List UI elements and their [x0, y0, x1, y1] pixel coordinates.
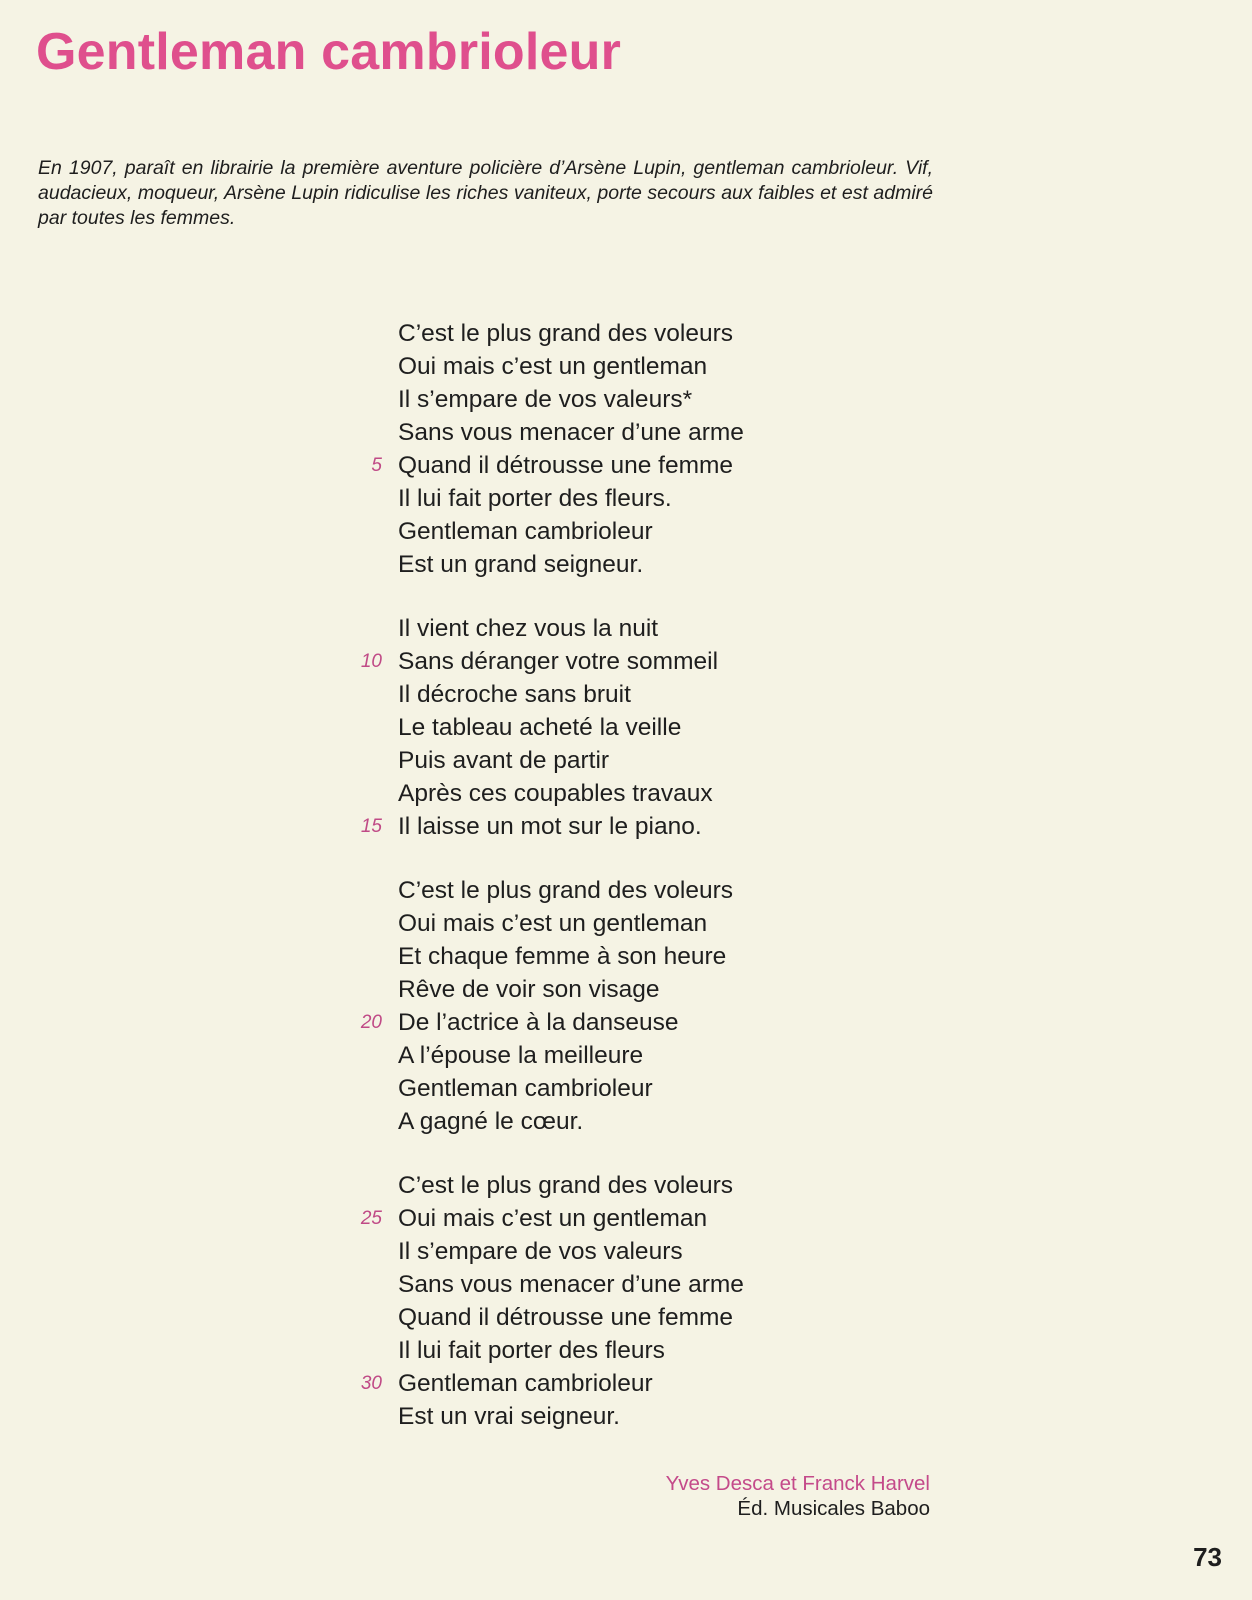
poem-line: A l’épouse la meilleure — [398, 1042, 644, 1069]
poem-line: Rêve de voir son visage — [398, 976, 660, 1003]
intro-paragraph: En 1907, paraît en librairie la première aventure policière d’Arsène Lupin, gentleman cambrioleur. Vif, audacieux, moqueur, Arsène Lupin ridiculise les riches vaniteux, porte secours aux faibles et est admiré par toutes les femmes. — [38, 157, 933, 229]
line-number: 15 — [360, 816, 382, 837]
poem-line: Il décroche sans bruit — [398, 681, 631, 708]
poem-line: Après ces coupables travaux — [398, 780, 713, 807]
poem-line: Gentleman cambrioleur — [398, 1370, 653, 1397]
line-number: 5 — [371, 455, 382, 476]
poem-line: A gagné le cœur. — [398, 1108, 584, 1135]
poem-line: Oui mais c’est un gentleman — [398, 1205, 708, 1232]
poem-line: Sans déranger votre sommeil — [398, 648, 719, 675]
poem-line: Il lui fait porter des fleurs — [398, 1337, 665, 1364]
poem-line: C’est le plus grand des voleurs — [398, 877, 734, 904]
page-number: 73 — [1193, 1542, 1222, 1572]
poem-line: Et chaque femme à son heure — [398, 943, 727, 970]
poem-line: Le tableau acheté la veille — [398, 714, 682, 741]
poem-line: Il s’empare de vos valeurs* — [398, 386, 693, 413]
poem-line: C’est le plus grand des voleurs — [398, 320, 734, 347]
poem-line: Il s’empare de vos valeurs — [398, 1238, 683, 1265]
poem-line: Quand il détrousse une femme — [398, 1304, 734, 1331]
poem-line: Sans vous menacer d’une arme — [398, 419, 744, 446]
poem-line: Il lui fait porter des fleurs. — [398, 485, 672, 512]
credit-authors: Yves Desca et Franck Harvel — [665, 1472, 930, 1495]
line-number: 10 — [360, 651, 382, 672]
poem-line: Puis avant de partir — [398, 747, 610, 774]
poem-line: Il vient chez vous la nuit — [398, 615, 659, 642]
poem-line: Est un grand seigneur. — [398, 551, 644, 578]
poem-line: Quand il détrousse une femme — [398, 452, 734, 479]
line-number: 30 — [360, 1373, 382, 1394]
line-number: 20 — [360, 1012, 382, 1033]
poem-line: C’est le plus grand des voleurs — [398, 1172, 734, 1199]
line-number: 25 — [360, 1208, 382, 1229]
poem-line: Oui mais c’est un gentleman — [398, 353, 708, 380]
poem-line: Est un vrai seigneur. — [398, 1403, 620, 1430]
poem-line: Oui mais c’est un gentleman — [398, 910, 708, 937]
page-title: Gentleman cambrioleur — [36, 23, 622, 81]
poem-line: Gentleman cambrioleur — [398, 518, 653, 545]
poem-line: Gentleman cambrioleur — [398, 1075, 653, 1102]
credit-publisher: Éd. Musicales Baboo — [737, 1497, 930, 1520]
poem-line: Sans vous menacer d’une arme — [398, 1271, 744, 1298]
poem-line: Il laisse un mot sur le piano. — [398, 813, 702, 840]
poem-line: De l’actrice à la danseuse — [398, 1009, 679, 1036]
